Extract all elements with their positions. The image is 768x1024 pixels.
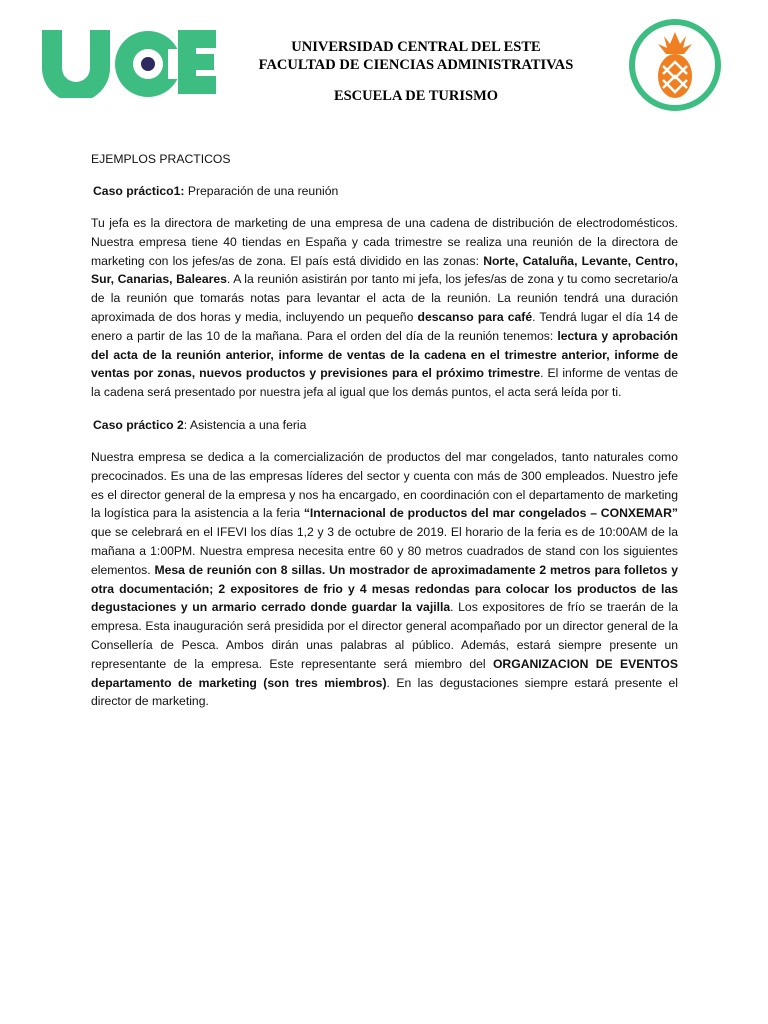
school-name: ESCUELA DE TURISMO [333,88,499,104]
text-run: que se celebrará en el IFEVI los días 1,2 y 3 de octubre de 2019. El horario de la feria es de 10:00AM de la mañana a 1:00PM. Nuestra empresa necesita entre 60 y 80 metros cuadrados de stand con los siguientes elementos. [91,525,678,577]
pineapple-seal-logo [628,18,722,112]
text-run: . El informe de ventas de la cadena será presentado por nuestra jefa al igual que los demás puntos, el acta será leída por ti. [91,366,678,400]
case1-label: Caso práctico1: [93,184,185,198]
text-run: Nuestra empresa se dedica a la comercialización de productos del mar congelados, tanto naturales como precocinados. Es una de las empresas líderes del sector y cuenta con más de 300 empleados. Nuestro jefe es el director general de la empresa y nos ha encargado, en coordinación con el departamento de marketing la logística para la asistencia a la feria [91,449,678,521]
case2-heading [91,416,678,434]
document-body [91,150,678,725]
bold-run: Mesa de reunión con 8 sillas. Un mostrador de aproximadamente 2 metros para folletos y otra documentación; 2 expositores de frio y 4 mesas redondas para colocar los productos de las degustaciones y un armario cerrado donde guardar la vajilla [91,562,678,615]
bold-run: ORGANIZACION DE EVENTOS departamento de marketing (son tres miembros) [91,656,678,690]
text-run: . Tendrá lugar el día 14 de enero a partir de las 10 de la mañana. Para el orden del día de la reunión tenemos: [91,309,678,343]
university-name: UNIVERSIDAD CENTRAL DEL ESTE [291,39,541,55]
case1-paragraph [91,214,678,402]
bold-run: descanso para café [417,309,533,324]
case1-heading [91,182,678,200]
bold-run: “Internacional de productos del mar congelados – CONXEMAR” [303,506,678,521]
text-run: . En las degustaciones siempre estará presente el director de marketing. [91,675,678,709]
faculty-name: FACULTAD DE CIENCIAS ADMINISTRATIVAS [258,57,574,73]
case2-label: Caso práctico 2 [93,417,184,432]
text-run: . A la reunión asistirán por tanto mi jefa, los jefes/as de zona y tu como secretario/a de la reunión que tomarás notas para levantar el acta de la reunión. La reunión tendrá una duración aproximada de dos horas y media, incluyendo un pequeño [91,272,679,324]
bold-run: lectura y aprobación del acta de la reunión anterior, informe de ventas de la cadena en el trimestre anterior, informe de ventas por zonas, nuevos productos y previsiones para el próximo trimestre [91,328,678,381]
case1-title: Preparación de una reunión [184,184,339,198]
text-run: . Los expositores de frío se traerán de la empresa. Esta inauguración será presidida por el director general acompañado por un director general de la Consellería de Pesca. Ambos dirán unas palabras al público. Además, estará siempre presente un representante de la empresa. Este representante será miembro del [91,600,678,671]
case2-paragraph [91,448,678,711]
text-run: Tu jefa es la directora de marketing de una empresa de una cadena de distribución de electrodomésticos. Nuestra empresa tiene 40 tiendas en España y cada trimestre se realiza una reunión de la directora de marketing con los jefes/as de zona. El país está dividido en las zonas: [91,216,678,268]
uce-logo [38,26,218,98]
section-title: EJEMPLOS PRACTICOS [91,152,231,166]
case2-title: : Asistencia a una feria [183,417,307,432]
bold-run: Norte, Cataluña, Levante, Centro, Sur, Canarias, Baleares [91,253,678,287]
